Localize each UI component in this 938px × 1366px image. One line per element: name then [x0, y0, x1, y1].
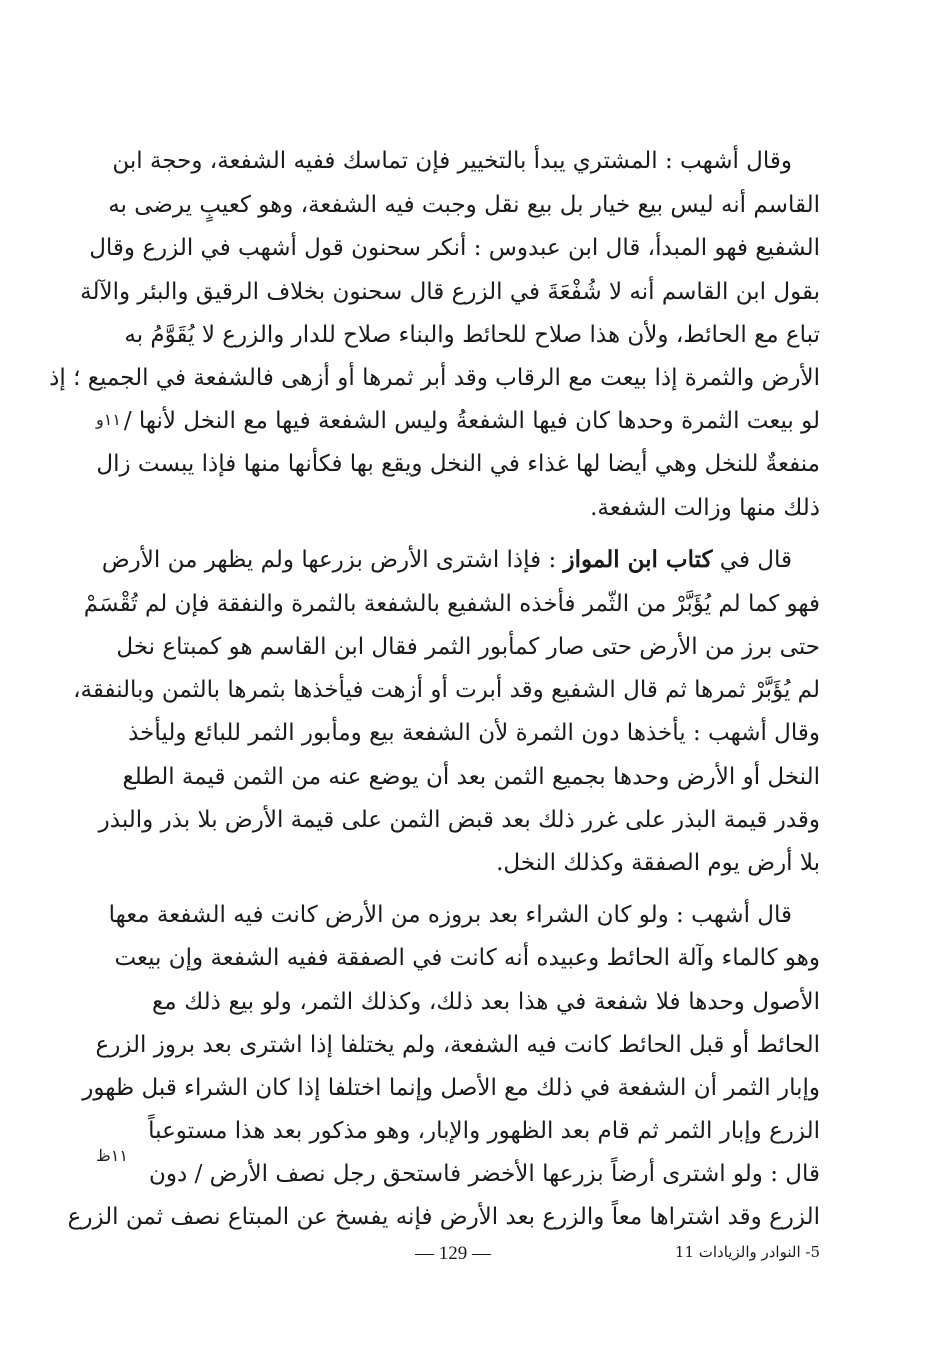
text-line: لو بيعت الثمرة وحدها كان فيها الشفعةُ وليس الشفعة فيها مع النخل لأنها / [123, 408, 820, 434]
text-line: الزرع وقد اشتراها معاً والزرع بعد الأرض فإنه يفسخ عن المبتاع نصف ثمن الزرع [67, 1204, 820, 1230]
text-line: وقدر قيمة البذر على غرر ذلك بعد قبض الثمن على قيمة الأرض بلا بذر والبذر [98, 807, 820, 833]
text-line: الحائط أو قبل الحائط كانت فيه الشفعة، ولم يختلفا إذا اشترى بعد بروز الزرع [95, 1032, 820, 1058]
text-line: تباع مع الحائط، ولأن هذا صلاح للحائط والبناء صلاح للدار والزرع لا يُقَوَّمُ به [124, 322, 820, 348]
text-line: قال : ولو اشترى أرضاً بزرعها الأخضر فاستحق رجل نصف الأرض / دون [149, 1161, 820, 1187]
text-line: ذلك منها وزالت الشفعة. [590, 495, 820, 521]
text-line: وإبار الثمر أن الشفعة في ذلك مع الأصل وإنما اختلفا إذا كان الشراء قبل ظهور [82, 1075, 820, 1101]
text-line [101, 542, 820, 578]
text-line: النخل أو الأرض وحدها بجميع الثمن بعد أن يوضع عنه من الثمن قيمة الطلع [122, 764, 820, 790]
text-line: فهو كما لم يُؤَبَّرْ من الثّمر فأخذه الشفيع بالشفعة بالثمرة والنفقة فإن لم تُقْسَمْ [83, 591, 820, 617]
text-line: حتى برز من الأرض حتى صار كمأبور الثمر فقال ابن القاسم هو كمبتاع نخل [116, 634, 820, 660]
text-line: وقال أشهب : المشتري يبدأ بالتخيير فإن تماسك ففيه الشفعة، وحجة ابن [112, 148, 792, 174]
text-line: الزرع وإبار الثمر ثم قام بعد الظهور والإبار، وهو مذكور بعد هذا مستوعباً [148, 1118, 820, 1144]
text-line: لم يُؤَبَّرْ ثمرها ثم قال الشفيع وقد أبرت أو أزهت فيأخذها بثمرها بالثمن وبالنفقة، [73, 677, 820, 703]
text-line: منفعةٌ للنخل وهي أيضا لها غذاء في النخل ويقع بها فكأنها منها فإذا يبست زال [96, 451, 820, 477]
text-line: بقول ابن القاسم أنه لا شُفْعَةَ في الزرع قال سحنون بخلاف الرقيق والبئر والآلة [80, 279, 820, 305]
manuscript-folio-note: ١١و [96, 410, 121, 429]
lead-text: قال في [712, 547, 792, 573]
page-number: — 129 — [415, 1243, 491, 1264]
text-line: وقال أشهب : يأخذها دون الثمرة لأن الشفعة بيع ومأبور الثمر للبائع وليأخذ [128, 720, 820, 746]
book-title: كتاب ابن المواز [563, 546, 713, 573]
text-line: الشفيع فهو المبدأ، قال ابن عبدوس : أنكر سحنون قول أشهب في الزرع وقال [89, 235, 820, 261]
manuscript-folio-note: ١١ظ [96, 1146, 128, 1165]
lead-rest-text: : فإذا اشترى الأرض بزرعها ولم يظهر من الأرض [101, 547, 564, 573]
text-line: وهو كالماء وآلة الحائط وعبيده أنه كانت في الصفقة ففيه الشفعة وإن بيعت [114, 945, 820, 971]
text-line: الأرض والثمرة إذا بيعت مع الرقاب وقد أبر ثمرها أو أزهى فالشفعة في الجميع ؛ إذ [49, 365, 820, 391]
text-line: بلا أرض يوم الصفقة وكذلك النخل. [496, 850, 820, 876]
series-signature: 5- النوادر والزيادات 11 [674, 1243, 820, 1261]
text-line: القاسم أنه ليس بيع خيار بل بيع نقل وجبت فيه الشفعة، وهو كعيبٍ يرضى به [108, 192, 820, 218]
text-line: قال أشهب : ولو كان الشراء بعد بروزه من الأرض كانت فيه الشفعة معها [108, 902, 792, 928]
text-line: الأصول وحدها فلا شفعة في هذا بعد ذلك، وكذلك الثمر، ولو بيع ذلك مع [152, 989, 820, 1015]
